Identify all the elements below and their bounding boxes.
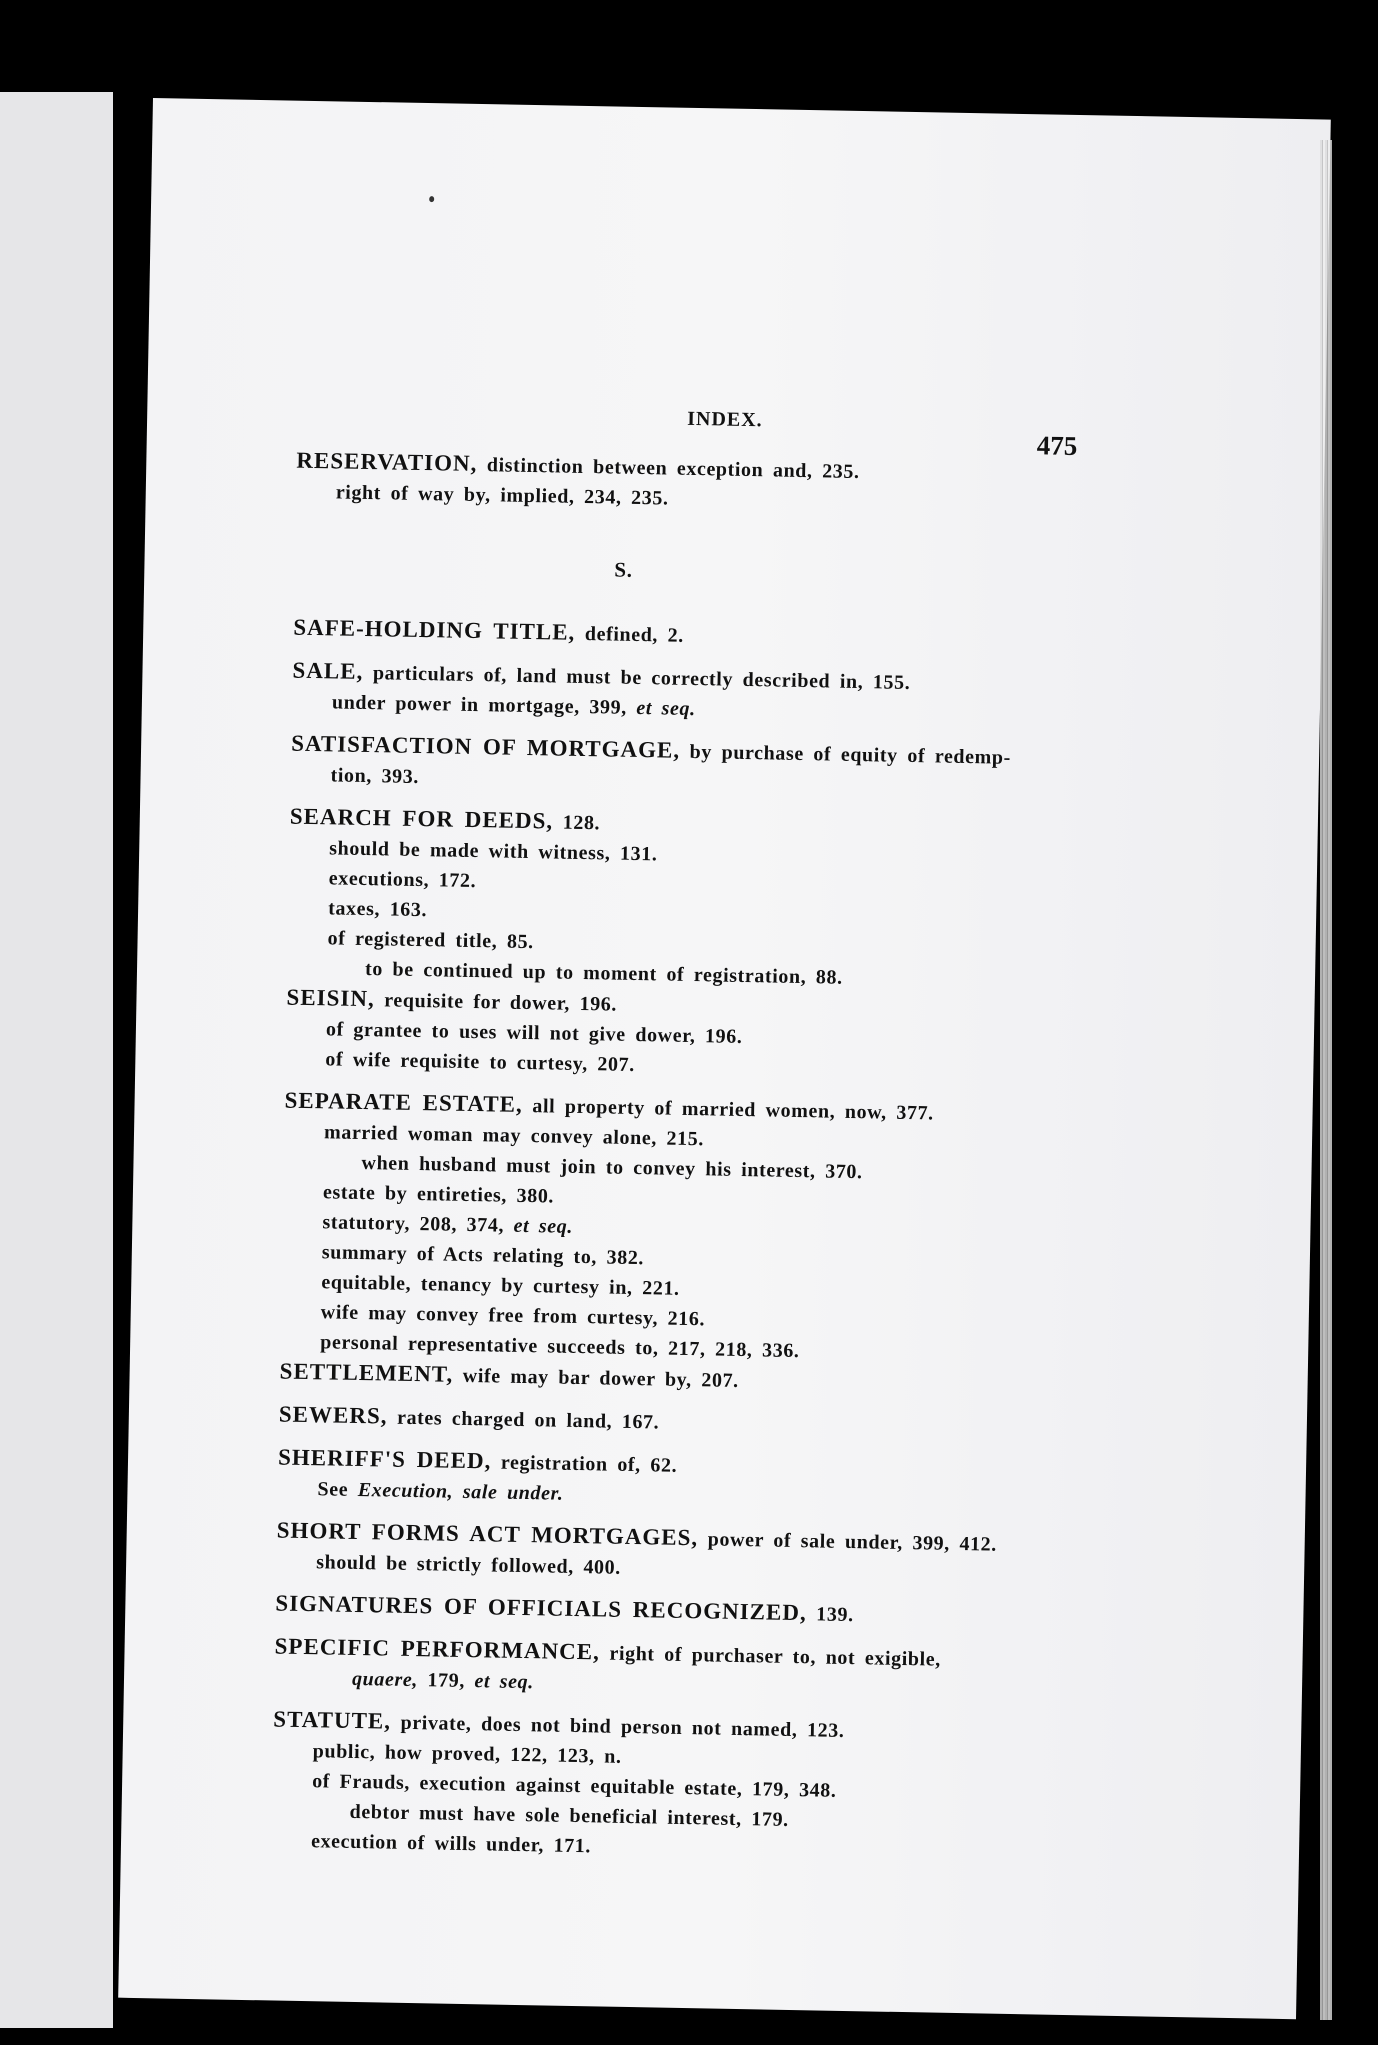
entry-italic-text: et seq.	[513, 1214, 574, 1238]
index-entry	[293, 613, 1213, 661]
entry-text: summary of Acts relating to, 382.	[321, 1241, 645, 1270]
entry-text: when husband must join to convey his interest, 370.	[361, 1152, 863, 1184]
ink-speck	[429, 196, 434, 202]
entry-text: equitable, tenancy by curtesy in, 221.	[321, 1271, 680, 1300]
entry-text: under power in mortgage, 399,	[331, 691, 637, 719]
entry-text: all property of married women, now, 377.	[522, 1094, 934, 1125]
left-page-edge	[0, 92, 113, 2028]
entry-text: right of way by, implied, 234, 235.	[335, 481, 669, 510]
page-content	[118, 98, 1331, 2019]
entry-text: distinction between exception and, 235.	[477, 454, 860, 484]
entry-headword: SHERIFF'S DEED,	[277, 1444, 492, 1474]
entry-text: 179,	[417, 1669, 475, 1693]
entry-text: taxes, 163.	[327, 897, 428, 922]
entry-text: of grantee to uses will not give dower, 196.	[325, 1018, 743, 1048]
entry-headword: RESERVATION,	[296, 447, 478, 477]
entry-text: executions, 172.	[328, 867, 477, 893]
entry-headword: SEWERS,	[278, 1401, 388, 1429]
entry-text: debtor must have sole beneficial interest, 179.	[349, 1800, 789, 1831]
index-page	[118, 98, 1331, 2019]
entry-text: personal representative succeeds to, 217, 218, 336.	[320, 1331, 800, 1363]
entry-text: See	[317, 1478, 359, 1501]
entry-text: private, does not bind person not named, 123.	[390, 1711, 845, 1742]
index-entry	[275, 1588, 1195, 1636]
entry-headword: SETTLEMENT,	[279, 1358, 454, 1387]
entry-text: should be made with witness, 131.	[329, 837, 658, 866]
entry-text: wife may bar dower by, 207.	[452, 1364, 739, 1392]
entry-italic-text: Execution, sale under.	[357, 1478, 564, 1505]
entry-text: estate by entireties, 380.	[322, 1181, 555, 1208]
entry-headword: SATISFACTION OF MORTGAGE,	[290, 730, 681, 763]
section-letter	[294, 549, 1214, 596]
entry-text: of Frauds, execution against equitable estate, 179, 348.	[311, 1770, 837, 1802]
index-entries	[271, 446, 1217, 1873]
entry-headword: SIGNATURES OF OFFICIALS RECOGNIZED,	[275, 1590, 807, 1626]
entry-text: particulars of, land must be correctly described in, 155.	[363, 661, 911, 694]
entry-italic-text: et seq.	[474, 1670, 535, 1694]
entry-text: by purchase of equity of redemp-	[679, 740, 1012, 769]
entry-italic-text: et seq.	[636, 696, 696, 721]
entry-text: statutory, 208, 374,	[322, 1211, 514, 1237]
running-head: INDEX.	[687, 407, 763, 432]
entry-headword: SEARCH FOR DEEDS,	[289, 803, 554, 834]
entry-text: registration of, 62.	[491, 1451, 678, 1477]
entry-text: defined, 2.	[575, 622, 685, 647]
entry-text: wife may convey free from curtesy, 216.	[320, 1301, 706, 1331]
entry-headword: STATUTE,	[273, 1706, 392, 1734]
entry-text: of registered title, 85.	[327, 927, 534, 954]
entry-headword: SAFE-HOLDING TITLE,	[293, 614, 576, 645]
entry-text: of wife requisite to curtesy, 207.	[325, 1048, 635, 1076]
entry-headword: SEPARATE ESTATE,	[284, 1087, 523, 1117]
entry-text: power of sale under, 399, 412.	[697, 1528, 998, 1556]
entry-headword: SPECIFIC PERFORMANCE,	[274, 1633, 601, 1665]
entry-text: married woman may convey alone, 215.	[323, 1121, 705, 1151]
entry-text: 139.	[806, 1603, 854, 1627]
entry-headword: SHORT FORMS ACT MORTGAGES,	[276, 1517, 699, 1551]
entry-text: right of purchaser to, not exigible,	[599, 1642, 942, 1671]
entry-text: tion, 393.	[330, 764, 420, 788]
entry-text: public, how proved, 122, 123, n.	[312, 1740, 622, 1768]
entry-headword: SALE,	[292, 657, 364, 684]
entry-text: execution of wills under, 171.	[310, 1830, 592, 1858]
section-letter-text: S.	[614, 557, 633, 582]
page-number: 475	[1036, 430, 1078, 461]
entry-headword: SEISIN,	[286, 984, 375, 1012]
page-stack-edge	[1320, 140, 1332, 2020]
entry-text: to be continued up to moment of registration, 88.	[364, 958, 843, 989]
entry-text: should be strictly followed, 400.	[315, 1551, 622, 1579]
entry-text: 128.	[552, 811, 601, 835]
entry-text: rates charged on land, 167.	[387, 1406, 660, 1434]
index-entry	[279, 1400, 1199, 1448]
entry-italic-text: quaere,	[351, 1667, 419, 1692]
entry-text: requisite for dower, 196.	[374, 989, 618, 1016]
